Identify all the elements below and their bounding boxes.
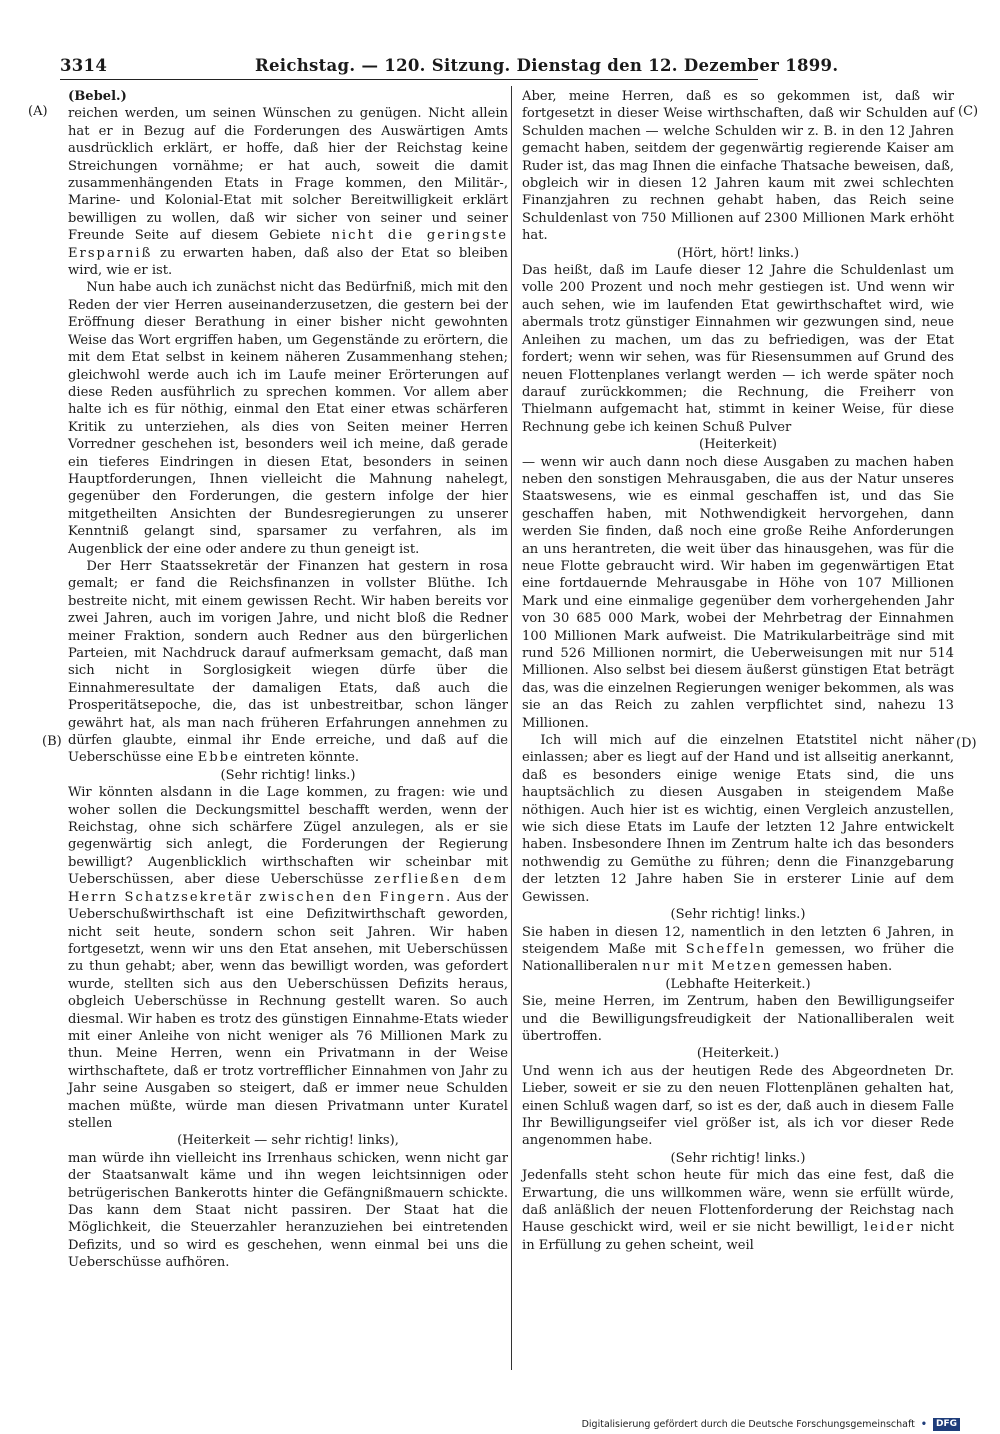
running-title: Reichstag. — 120. Sitzung. Dienstag den 12. Dezember 1899. bbox=[255, 56, 839, 75]
paragraph: Jedenfalls steht schon heute für mich das eine fest, daß die Erwartung, die uns willkommen wäre, wenn sie erfüllt würde, daß anläßlich der neuen Flottenforderung der Reichstag nach Hause geschickt wird, weil er sie nicht bewilligt, leider nicht in Erfüllung zu gehen scheint, weil bbox=[522, 1168, 954, 1253]
paragraph: Wir könnten alsdann in die Lage kommen, zu fragen: wie und woher sollen die Deckungsmittel beschafft werden, wenn der Reichstag, ohne sich schärfere Zügel anzulegen, als er sie gegenwärtig sich anlegt, die Forderungen der Regierung bewilligt? Augenblicklich wirthschaften wir scheinbar mit Ueberschüssen, aber diese Ueberschüsse zerfließen dem Herrn Schatzsekretär zwischen den Fingern. Aus der Ueberschußwirthschaft ist eine Defizitwirthschaft geworden, nicht seit heute, sondern schon seit Jahren. Wir haben fortgesetzt, wenn wir uns den Etat ansehen, mit Ueberschüssen zu thun gehabt; aber, wenn das bewilligt worden, was gefordert wurde, stellten sich aus den Ueberschüssen Defizits heraus, obgleich Ueberschüsse in Rechnung gestellt waren. So auch diesmal. Wir haben es trotz des günstigen Einnahme-Etats wieder mit einer Anleihe von nicht weniger als 76 Millionen Mark zu thun. Meine Herren, wenn ein Privatmann in der Weise wirthschaftete, daß er trotz vortrefflicher Einnahmen von Jahr zu Jahr seine Ausgaben so steigert, daß er immer neue Schulden machen müßte, würde man diesen Privatmann unter Kuratel stellen bbox=[68, 785, 508, 1131]
interjection: (Sehr richtig! links.) bbox=[670, 907, 806, 923]
spaced-emphasis: leider bbox=[863, 1220, 915, 1236]
margin-marker-b: (B) bbox=[42, 734, 62, 749]
margin-marker-a: (A) bbox=[28, 104, 48, 119]
speaker-name: (Bebel.) bbox=[68, 89, 127, 104]
paragraph: reichen werden, um seinen Wünschen zu genügen. Nicht allein hat er in Bezug auf die Forderungen des Auswärtigen Amts ausdrücklich erklärt, er hoffe, daß hier der Reichstag keine Streichungen vornähme; er hat auch, soweit die damit zusammenhängenden Etats in Frage kommen, den Militär-, Marine- und Kolonial-Etat mit solcher Bereitwilligkeit erklärt bewilligen zu wollen, daß wir sicher von seiner und seiner Freunde Seite auf diesem Gebiete nicht die geringste Ersparniß zu erwarten haben, daß also der Etat so bleiben wird, wie er ist. bbox=[68, 106, 509, 279]
interjection: (Heiterkeit — sehr richtig! links), bbox=[177, 1133, 399, 1149]
paragraph: Das heißt, daß im Laufe dieser 12 Jahre die Schuldenlast um volle 200 Prozent und noch mehr gestiegen ist. Und wenn wir auch sehen, wie im laufenden Etat gewirthschaftet wird, wie abermals trotz günstiger Einnahmen wir gezwungen sind, neue Anleihen zu machen, um das zu befriedigen, was der Etat fordert; wenn wir sehen, was für Riesensummen auf Grund des neuen Flottenplanes verlangt werden — ich werde später noch darauf zurückkommen; die Rechnung, die Freiherr von Thielmann aufgemacht hat, stimmt in keiner Weise, für diese Rechnung gebe ich keinen Schuß Pulver bbox=[522, 263, 954, 435]
interjection: (Hört, hört! links.) bbox=[676, 245, 800, 261]
footer-credit: Digitalisierung gefördert durch die Deutsche Forschungsgemeinschaft bbox=[581, 1418, 915, 1430]
paragraph: Und wenn ich aus der heutigen Rede des Abgeordneten Dr. Lieber, soweit er sie zu den neuen Flottenplänen gehalten hat, einen Schluß wagen darf, so ist es der, daß auch in diesem Falle Ihr Bewilligungseifer viel größer ist, als ich vor dieser Rede angenommen habe. bbox=[522, 1063, 954, 1149]
footer bbox=[582, 1416, 960, 1432]
paragraph: Nun habe auch ich zunächst nicht das Bedürfniß, mich mit den Reden der vier Herren auseinanderzusetzen, die gestern bei der Eröffnung dieser Berathung in einer bisher nicht gewohnten Weise das Wort ergriffen haben, um Gegenstände zu erörtern, die mit dem Etat selbst in keinem näheren Zusammenhang stehen; gleichwohl werde auch ich im Laufe meiner Erörterungen auf diese Reden ausführlich zu sprechen kommen. Vor allem aber halte ich es für nöthig, einmal den Etat einer etwas schärferen Kritik zu unterziehen, als dies von Seiten meiner Herren Vorredner geschehen ist, besonders weil ich meine, daß gerade ein tieferes Eindringen in diesen Etat, besonders in seinen Hauptforderungen, Ihnen vielleicht die Mahnung nahelegt, gegenüber den Forderungen, die gestern infolge der hier mitgetheilten Ansichten der Bundesregierungen zu unserer Kenntniß gelangt sind, sparsamer zu verfahren, als im Augenblick der eine oder andere zu thun geneigt ist. bbox=[68, 280, 508, 557]
paragraph: Ich will mich auf die einzelnen Etatstitel nicht näher einlassen; aber es liegt auf der Hand und ist allseitig anerkannt, daß es besonders einige wenige Etats sind, die uns hauptsächlich zu diesen Ausgaben in steigendem Maße nöthigen. Auch hier ist es wichtig, einen Vergleich anzustellen, wie sich diese Etats im Laufe der letzten 12 Jahre entwickelt haben. Insbesondere Ihnen im Zentrum halte ich das besonders nothwendig zu Gemüthe zu führen; denn die Finanzgebarung der letzten 12 Jahre haben Sie in ersterer Linie auf dem Gewissen. bbox=[522, 733, 954, 905]
spaced-emphasis: zerfließen dem Herrn Schatzsekretär zwischen den Fingern. bbox=[68, 872, 508, 905]
interjection: (Lebhafte Heiterkeit.) bbox=[665, 976, 811, 992]
page-number: 3314 bbox=[60, 56, 108, 75]
page-header bbox=[60, 56, 839, 80]
paragraph: Sie, meine Herren, im Zentrum, haben den Bewilligungseifer und die Bewilligungsfreudigkeit der Nationalliberalen weit übertroffen. bbox=[522, 994, 954, 1044]
margin-marker-c: (C) bbox=[958, 104, 979, 119]
margin-marker-d: (D) bbox=[956, 736, 977, 751]
column-divider bbox=[511, 86, 512, 1370]
left-column bbox=[68, 88, 508, 1272]
paragraph: Der Herr Staatssekretär der Finanzen hat gestern in rosa gemalt; er fand die Reichsfinanzen in vollster Blüthe. Ich bestreite nicht, mit einem gewissen Recht. Wir haben bereits vor zwei Jahren, auch im vorigen Jahre, und nicht bloß die Redner meiner Fraktion, sondern auch Redner aus den bürgerlichen Parteien, mit Nachdruck darauf aufmerksam gemacht, daß man sich nicht in Sorglosigkeit wiegen dürfe über die Einnahmeresultate der damaligen Etats, daß auch die Prosperitätsepoche, die, das ist unbestreitbar, schon länger gewährt hat, als man nach früheren Erfahrungen annehmen zu dürfen glaubte, einmal ihr Ende erreiche, und daß auf die Ueberschüsse eine Ebbe eintreten könnte. bbox=[68, 558, 508, 766]
spaced-emphasis: Ebbe bbox=[197, 750, 240, 766]
interjection: (Heiterkeit.) bbox=[696, 1046, 780, 1062]
spaced-emphasis: nicht die geringste Ersparniß bbox=[68, 228, 509, 261]
spaced-emphasis: Scheffeln bbox=[685, 941, 767, 957]
interjection: (Sehr richtig! links.) bbox=[670, 1150, 806, 1166]
interjection: (Heiterkeit) bbox=[699, 437, 777, 453]
dfg-logo: DFG bbox=[933, 1418, 960, 1431]
paragraph: Aber, meine Herren, daß es so gekommen ist, daß wir fortgesetzt in dieser Weise wirthschaften, daß wir Schulden auf Schulden machen — welche Schulden wir z. B. in den 12 Jahren gemacht haben, seitdem der gegenwärtig regierende Kaiser am Ruder ist, das mag Ihnen die einfache Thatsache beweisen, daß, obgleich wir in diesen 12 Jahren kaum mit zwei schlechten Finanzjahren zu rechnen gehabt haben, das Reich seine Schuldenlast von 750 Millionen auf 2300 Millionen Mark erhöht hat. bbox=[522, 89, 954, 244]
separator-dot-icon: • bbox=[920, 1418, 927, 1430]
right-column bbox=[522, 88, 954, 1254]
paragraph: — wenn wir auch dann noch diese Ausgaben zu machen haben neben den sonstigen Mehrausgaben, die aus der Natur unseres Staatswesens, wie es einmal geschaffen ist, und das Sie geschaffen haben, mit Nothwendigkeit hervorgehen, dann werden Sie finden, daß noch eine große Reihe Anforderungen an uns herantreten, die weit über das hinausgehen, was für die neue Flotte gebraucht wird. Wir haben im gegenwärtigen Etat eine fortdauernde Mehrausgabe in Höhe von 107 Millionen Mark und eine einmalige gegenüber dem vorhergehenden Jahr von 30 685 000 Mark, wobei der Mehrbetrag der Einnahmen 100 Millionen Mark aufweist. Die Matrikularbeiträge sind mit rund 526 Millionen normirt, die Ueberweisungen mit nur 514 Millionen. Also selbst bei diesem äußerst günstigen Etat beträgt das, was die einzelnen Regierungen weniger bekommen, als was sie an das Reich zu zahlen verpflichtet sind, nahezu 13 Millionen. bbox=[522, 454, 954, 731]
header-rule bbox=[60, 79, 758, 80]
paragraph: Sie haben in diesen 12, namentlich in den letzten 6 Jahren, in steigendem Maße mit Scheffeln gemessen, wo früher die Nationalliberalen nur mit Metzen gemessen haben. bbox=[522, 924, 954, 975]
paragraph: man würde ihn vielleicht ins Irrenhaus schicken, wenn nicht gar der Staatsanwalt käme und ihn wegen leichtsinnigen oder betrügerischen Bankerotts hinter die Gefängnißmauern schickte. Das kann dem Staat nicht passiren. Der Staat hat die Möglichkeit, die Steuerzahler heranzuziehen bei eintretenden Defizits, und so wird es geschehen, wenn einmal bei uns die Ueberschüsse aufhören. bbox=[68, 1150, 508, 1271]
spaced-emphasis: nur mit Metzen bbox=[642, 959, 773, 975]
interjection: (Sehr richtig! links.) bbox=[220, 767, 356, 783]
